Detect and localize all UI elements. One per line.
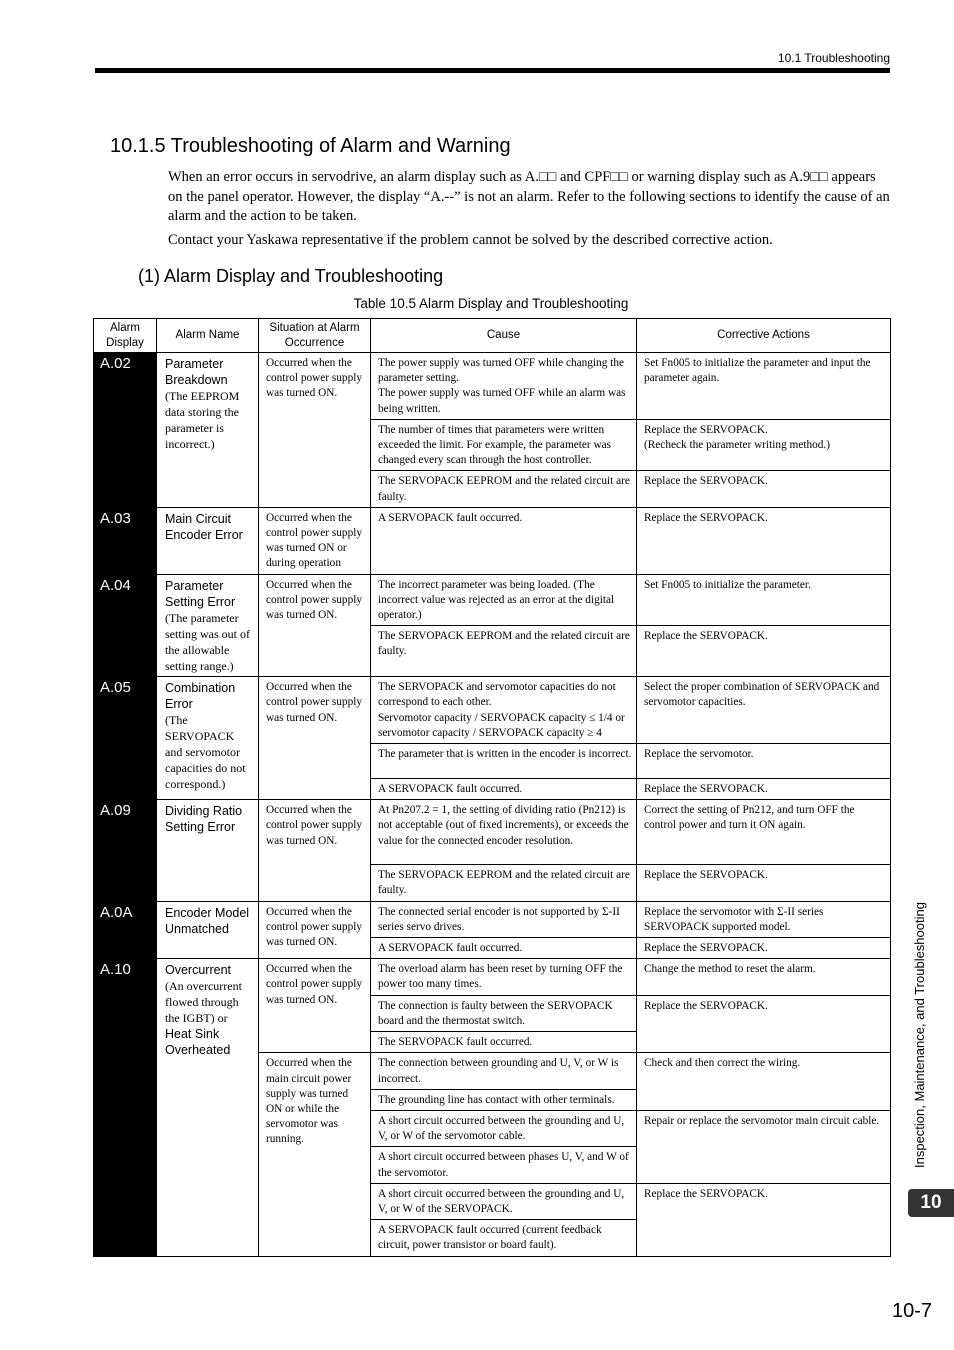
alarm-name: Encoder Model Unmatched bbox=[165, 905, 250, 936]
action-text: Replace the SERVOPACK. bbox=[637, 938, 891, 959]
alarm-table bbox=[93, 318, 891, 1257]
cause-text: The power supply was turned OFF while an alarm was being written. bbox=[378, 387, 626, 415]
alarm-name: Parameter Setting Error bbox=[165, 578, 236, 609]
cause-text: The incorrect parameter was being loaded. (The incorrect value was rejected as an error at the digital operator.) bbox=[371, 574, 637, 626]
cause-text: A SERVOPACK fault occurred (current feedback circuit, power transistor or board fault). bbox=[371, 1220, 637, 1256]
cause-text: A short circuit occurred between phases U, V, and W of the servomotor. bbox=[371, 1147, 637, 1183]
header-rule bbox=[95, 68, 890, 73]
cause-text: The SERVOPACK fault occurred. bbox=[371, 1032, 637, 1053]
action-text: Replace the SERVOPACK. bbox=[637, 1183, 891, 1256]
situation: Occurred when the control power supply was turned ON or during operation bbox=[259, 507, 371, 574]
action-text: Repair or replace the servomotor main circuit cable. bbox=[637, 1110, 891, 1183]
action-text: Replace the SERVOPACK. bbox=[637, 507, 891, 574]
alarm-code: A.09 bbox=[94, 800, 157, 901]
table-header-row bbox=[94, 319, 891, 353]
action-text: Set Fn005 to initialize the parameter. bbox=[637, 574, 891, 626]
cause-text: The connection is faulty between the SERVOPACK board and the thermostat switch. bbox=[371, 995, 637, 1031]
alarm-name-note: (The EEPROM data storing the parameter is incorrect.) bbox=[165, 389, 240, 451]
action-text: Replace the SERVOPACK. bbox=[644, 423, 768, 436]
cause-text: A short circuit occurred between the grounding and U, V, or W of the servomotor cable. bbox=[371, 1110, 637, 1146]
action-text: Replace the SERVOPACK. bbox=[637, 626, 891, 677]
cause-text: The overload alarm has been reset by turning OFF the power too many times. bbox=[371, 959, 637, 995]
cause-text: The number of times that parameters were written exceeded the limit. For example, the parameter was changed every scan through the host controller. bbox=[371, 419, 637, 471]
chapter-tab: 10 bbox=[908, 1189, 954, 1217]
table-caption: Table 10.5 Alarm Display and Troubleshooting bbox=[353, 296, 629, 311]
alarm-code: A.10 bbox=[94, 959, 157, 1256]
cause-text: A SERVOPACK fault occurred. bbox=[371, 938, 637, 959]
table-row bbox=[94, 901, 891, 937]
alarm-code: A.0A bbox=[94, 901, 157, 959]
contact-paragraph: Contact your Yaskawa representative if the problem cannot be solved by the described corrective action. bbox=[168, 232, 773, 248]
situation: Occurred when the control power supply was turned ON. bbox=[259, 901, 371, 959]
cause-text: At Pn207.2 = 1, the setting of dividing ratio (Pn212) is not acceptable (out of fixed increments), or exceeds the value for the connected encoder resolution. bbox=[371, 800, 637, 865]
action-text: Replace the servomotor. bbox=[637, 744, 891, 779]
cause-text: The SERVOPACK and servomotor capacities do not correspond to each other. bbox=[378, 681, 616, 709]
cause-text: The SERVOPACK EEPROM and the related circuit are faulty. bbox=[371, 471, 637, 507]
situation: Occurred when the main circuit power supply was turned ON or while the servomotor was running. bbox=[259, 1053, 371, 1256]
action-text: Set Fn005 to initialize the parameter and input the parameter again. bbox=[637, 353, 891, 420]
cause-text: The connection between grounding and U, V, or W is incorrect. bbox=[371, 1053, 637, 1089]
situation: Occurred when the control power supply was turned ON. bbox=[259, 800, 371, 901]
header-corrective-actions: Corrective Actions bbox=[637, 319, 891, 353]
cause-cell bbox=[371, 353, 637, 420]
page-number: 10-7 bbox=[891, 1300, 932, 1322]
action-text: Select the proper combination of SERVOPACK and servomotor capacities. bbox=[637, 677, 891, 744]
chapter-side-label: Inspection, Maintenance, and Troubleshooting bbox=[912, 902, 927, 1168]
alarm-name-cell bbox=[157, 353, 259, 508]
alarm-name: Main Circuit Encoder Error bbox=[165, 511, 243, 542]
table-row bbox=[94, 574, 891, 626]
action-text: Change the method to reset the alarm. bbox=[637, 959, 891, 995]
action-text: Replace the servomotor with Σ-II series SERVOPACK supported model. bbox=[637, 901, 891, 937]
action-text: Replace the SERVOPACK. bbox=[637, 471, 891, 507]
action-cell bbox=[637, 419, 891, 471]
table-row bbox=[94, 677, 891, 744]
alarm-code: A.02 bbox=[94, 353, 157, 508]
alarm-name-note: (The parameter setting was out of the allowable setting range.) bbox=[165, 610, 250, 673]
header-cause: Cause bbox=[371, 319, 637, 353]
header-alarm-display: Alarm Display bbox=[94, 319, 157, 353]
running-header: 10.1 Troubleshooting bbox=[777, 51, 890, 65]
situation: Occurred when the control power supply was turned ON. bbox=[259, 574, 371, 677]
alarm-code: A.03 bbox=[94, 507, 157, 574]
table-row bbox=[94, 353, 891, 420]
alarm-name-secondary: Heat Sink Overheated bbox=[165, 1027, 231, 1058]
section-title: 10.1.5 Troubleshooting of Alarm and Warning bbox=[110, 135, 511, 157]
intro-paragraph: When an error occurs in servodrive, an alarm display such as A.□□ and CPF□□ or warning display such as A.9□□ appears on the panel operator. However, the display “A.--” is not an alarm. Refer to the following sections to identify the cause of an alarm and the action to be taken. bbox=[168, 169, 890, 224]
alarm-name-cell bbox=[157, 800, 259, 901]
alarm-name: Parameter Breakdown bbox=[165, 357, 228, 387]
table-row bbox=[94, 959, 891, 995]
alarm-name-cell bbox=[157, 901, 259, 959]
situation: Occurred when the control power supply was turned ON. bbox=[259, 959, 371, 1053]
alarm-name-note: (An overcurrent flowed through the IGBT) or bbox=[165, 979, 242, 1026]
alarm-name-note: (The SERVOPACK and servomotor capacities do not correspond.) bbox=[165, 713, 246, 792]
table-row bbox=[94, 800, 891, 865]
action-text: Replace the SERVOPACK. bbox=[637, 995, 891, 1053]
action-text: Replace the SERVOPACK. bbox=[637, 865, 891, 901]
cause-text: A SERVOPACK fault occurred. bbox=[371, 779, 637, 800]
alarm-name: Dividing Ratio Setting Error bbox=[165, 804, 243, 835]
cause-text: The connected serial encoder is not supported by Σ-II series servo drives. bbox=[371, 901, 637, 937]
cause-text: A short circuit occurred between the grounding and U, V, or W of the SERVOPACK. bbox=[371, 1183, 637, 1219]
action-text: Correct the setting of Pn212, and turn OFF the control power and turn it ON again. bbox=[637, 800, 891, 865]
alarm-code: A.04 bbox=[94, 574, 157, 677]
situation: Occurred when the control power supply was turned ON. bbox=[259, 353, 371, 508]
alarm-name-cell bbox=[157, 677, 259, 800]
alarm-name: Combination Error bbox=[165, 681, 236, 712]
action-text: Check and then correct the wiring. bbox=[637, 1053, 891, 1111]
alarm-name: Overcurrent bbox=[165, 963, 231, 978]
action-text: (Recheck the parameter writing method.) bbox=[644, 439, 831, 452]
cause-text: Servomotor capacity / SERVOPACK capacity ≤ 1/4 or servomotor capacity / SERVOPACK capacity ≥ 4 bbox=[378, 711, 625, 739]
alarm-name-cell bbox=[157, 507, 259, 574]
alarm-name-cell bbox=[157, 574, 259, 677]
subsection-title: (1) Alarm Display and Troubleshooting bbox=[138, 266, 444, 286]
table-row bbox=[94, 507, 891, 574]
cause-text: The grounding line has contact with other terminals. bbox=[371, 1089, 637, 1110]
header-situation: Situation at Alarm Occurrence bbox=[259, 319, 371, 353]
cause-text: A SERVOPACK fault occurred. bbox=[371, 507, 637, 574]
cause-text: The SERVOPACK EEPROM and the related circuit are faulty. bbox=[371, 865, 637, 901]
alarm-code: A.05 bbox=[94, 677, 157, 800]
header-alarm-name: Alarm Name bbox=[157, 319, 259, 353]
cause-text: The parameter that is written in the encoder is incorrect. bbox=[371, 744, 637, 779]
cause-cell bbox=[371, 677, 637, 744]
action-text: Replace the SERVOPACK. bbox=[637, 779, 891, 800]
cause-text: The SERVOPACK EEPROM and the related circuit are faulty. bbox=[371, 626, 637, 677]
cause-text: The power supply was turned OFF while changing the parameter setting. bbox=[378, 357, 624, 385]
situation: Occurred when the control power supply was turned ON. bbox=[259, 677, 371, 800]
alarm-name-cell bbox=[157, 959, 259, 1256]
